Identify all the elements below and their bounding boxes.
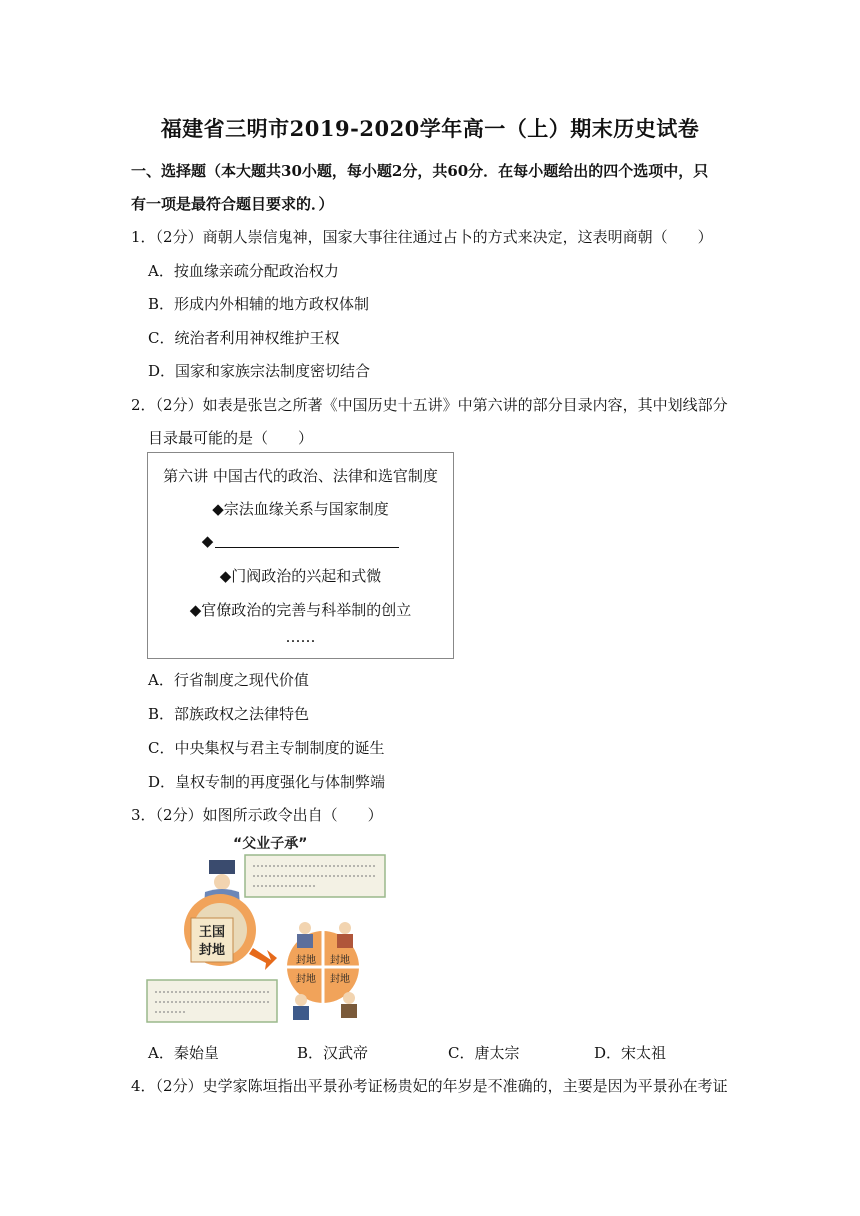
emperor-face xyxy=(214,874,230,890)
svg-text:封地: 封地 xyxy=(296,974,316,985)
question-3-option-c: C．唐太宗 xyxy=(448,1044,520,1062)
diamond-marker: ◆ xyxy=(201,532,214,550)
note-bottom xyxy=(147,980,277,1022)
toc-item-4: ◆官僚政治的完善与科举制的创立 xyxy=(189,601,412,619)
section-header-line1: 一、选择题（本大题共30小题，每小题2分，共60分．在每小题给出的四个选项中，只 xyxy=(131,162,709,180)
noble-figure-2 xyxy=(339,922,351,934)
toc-item-blank xyxy=(148,532,453,550)
question-4-stem: 4．（2分）史学家陈垣指出平景孙考证杨贵妃的年岁是不准确的，主要是因为平景孙在考证 xyxy=(131,1077,728,1095)
question-3-stem: 3．（2分）如图所示政令出自（ ） xyxy=(131,806,383,824)
noble-figure-3 xyxy=(295,994,307,1006)
kingdom-label-1: 王国 xyxy=(198,925,226,940)
question-2-option-d: D．皇权专制的再度强化与体制弊端 xyxy=(148,773,386,791)
question-2-stem-line2: 目录最可能的是（ ） xyxy=(148,429,314,447)
svg-text:封地: 封地 xyxy=(330,955,350,966)
figure-caption: “父业子承” xyxy=(233,836,308,852)
blank-underline xyxy=(215,533,399,548)
question-3-option-d: D．宋太祖 xyxy=(594,1044,667,1062)
toc-heading: 第六讲 中国古代的政治、法律和选官制度 xyxy=(163,467,438,485)
illustration-figure xyxy=(145,830,390,1030)
question-3-option-a: A．秦始皇 xyxy=(148,1044,219,1062)
toc-ellipsis: …… xyxy=(285,628,316,646)
toc-item-3: ◆门阀政治的兴起和式微 xyxy=(219,567,382,585)
question-1-option-c: C．统治者利用神权维护王权 xyxy=(148,329,340,347)
question-2-option-a: A．行省制度之现代价值 xyxy=(148,671,309,689)
noble-figure-1 xyxy=(299,922,311,934)
emperor-hat xyxy=(209,860,235,874)
question-2-option-c: C．中央集权与君主专制制度的诞生 xyxy=(148,739,385,757)
fief-illustration xyxy=(145,830,390,1030)
question-2-stem-line1: 2．（2分）如表是张岂之所著《中国历史十五讲》中第六讲的部分目录内容，其中划线部分 xyxy=(131,396,728,414)
noble-figure-4 xyxy=(343,992,355,1004)
question-1-option-d: D．国家和家族宗法制度密切结合 xyxy=(148,362,371,380)
question-1-option-a: A．按血缘亲疏分配政治权力 xyxy=(148,262,339,280)
svg-text:封地: 封地 xyxy=(330,974,350,985)
question-3-option-b: B．汉武帝 xyxy=(297,1044,369,1062)
section-header-line2: 有一项是最符合题目要求的．） xyxy=(131,195,334,213)
kingdom-label-2: 封地 xyxy=(198,943,226,958)
svg-text:封地: 封地 xyxy=(296,955,316,966)
page-title: 福建省三明市2019-2020学年高一（上）期末历史试卷 xyxy=(160,116,700,141)
arrow-icon xyxy=(249,948,277,970)
question-1-stem: 1．（2分）商朝人崇信鬼神，国家大事往往通过占卜的方式来决定，这表明商朝（ ） xyxy=(131,228,713,246)
toc-table xyxy=(147,452,454,659)
question-1-option-b: B．形成内外相辅的地方政权体制 xyxy=(148,295,370,313)
toc-item-1: ◆宗法血缘关系与国家制度 xyxy=(212,500,389,518)
question-2-option-b: B．部族政权之法律特色 xyxy=(148,705,310,723)
